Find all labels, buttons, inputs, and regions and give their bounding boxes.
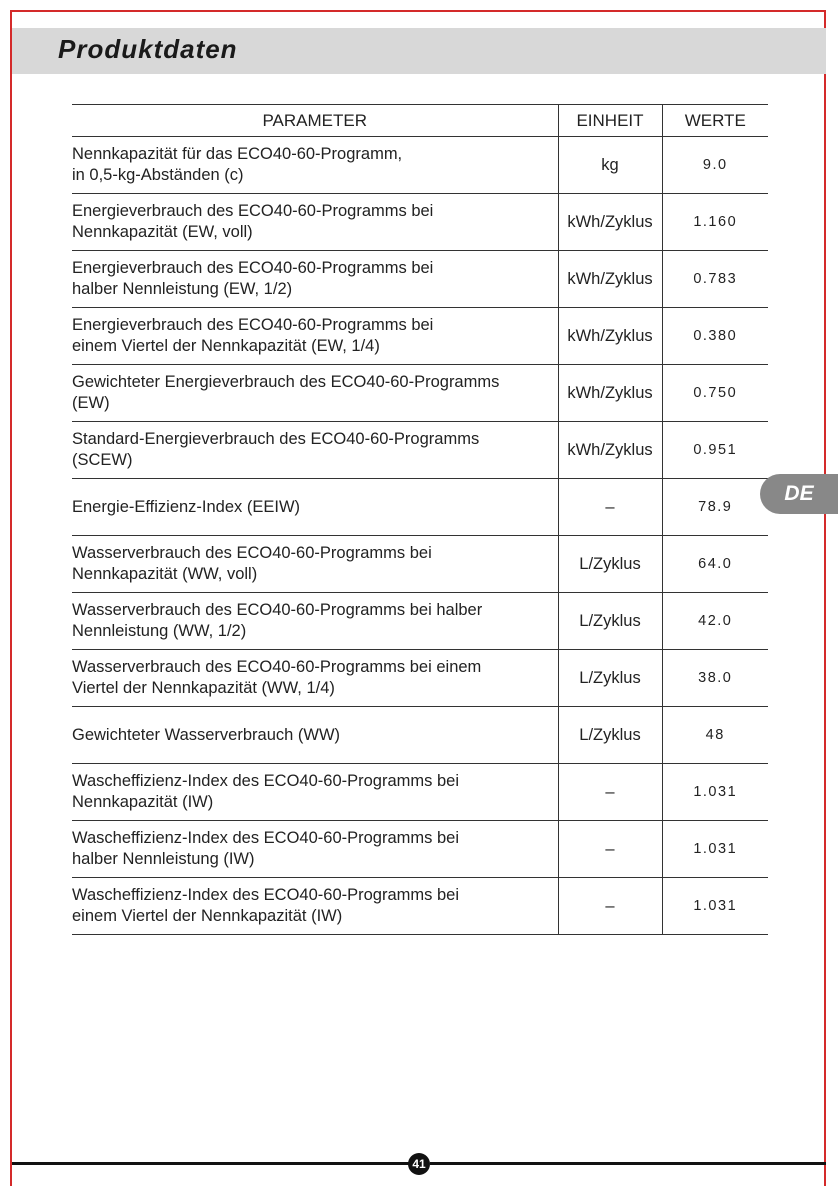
- unit-cell: kg: [558, 137, 662, 194]
- table-row: [72, 764, 768, 821]
- parameter-cell: Wascheffizienz-Index des ECO40-60-Programms bei halber Nennleistung (IW): [72, 821, 558, 878]
- table-row: [72, 650, 768, 707]
- unit-cell: kWh/Zyklus: [558, 308, 662, 365]
- table-row: [72, 821, 768, 878]
- table-body: [72, 137, 768, 935]
- parameter-cell: Energieverbrauch des ECO40-60-Programms bei halber Nennleistung (EW, 1/2): [72, 251, 558, 308]
- value-cell: 0.783: [662, 251, 768, 308]
- parameter-cell: Wasserverbrauch des ECO40-60-Programms bei Nennkapazität (WW, voll): [72, 536, 558, 593]
- unit-cell: L/Zyklus: [558, 593, 662, 650]
- parameter-cell: Wascheffizienz-Index des ECO40-60-Programms bei einem Viertel der Nennkapazität (IW): [72, 878, 558, 935]
- product-data-table: [72, 104, 768, 935]
- footer-rule-right: [430, 1162, 826, 1165]
- unit-cell: kWh/Zyklus: [558, 365, 662, 422]
- parameter-cell: Energieverbrauch des ECO40-60-Programms bei Nennkapazität (EW, voll): [72, 194, 558, 251]
- table-row: [72, 137, 768, 194]
- value-cell: 42.0: [662, 593, 768, 650]
- parameter-cell: Energieverbrauch des ECO40-60-Programms bei einem Viertel der Nennkapazität (EW, 1/4): [72, 308, 558, 365]
- table-row: [72, 479, 768, 536]
- value-cell: 64.0: [662, 536, 768, 593]
- table-row: [72, 422, 768, 479]
- unit-cell: L/Zyklus: [558, 707, 662, 764]
- unit-cell: kWh/Zyklus: [558, 251, 662, 308]
- unit-cell: L/Zyklus: [558, 536, 662, 593]
- unit-cell: –: [558, 764, 662, 821]
- table-row: [72, 194, 768, 251]
- parameter-cell: Nennkapazität für das ECO40-60-Programm, in 0,5-kg-Abständen (c): [72, 137, 558, 194]
- parameter-cell: Wasserverbrauch des ECO40-60-Programms bei einem Viertel der Nennkapazität (WW, 1/4): [72, 650, 558, 707]
- unit-cell: L/Zyklus: [558, 650, 662, 707]
- column-header-unit: EINHEIT: [558, 105, 662, 137]
- parameter-cell: Gewichteter Wasserverbrauch (WW): [72, 707, 558, 764]
- parameter-cell: Gewichteter Energieverbrauch des ECO40-60-Programms (EW): [72, 365, 558, 422]
- page-number: 41: [408, 1153, 430, 1175]
- unit-cell: kWh/Zyklus: [558, 422, 662, 479]
- value-cell: 78.9: [662, 479, 768, 536]
- value-cell: 38.0: [662, 650, 768, 707]
- unit-cell: –: [558, 479, 662, 536]
- table-row: [72, 536, 768, 593]
- value-cell: 1.031: [662, 764, 768, 821]
- value-cell: 9.0: [662, 137, 768, 194]
- column-header-value: WERTE: [662, 105, 768, 137]
- value-cell: 0.380: [662, 308, 768, 365]
- value-cell: 0.951: [662, 422, 768, 479]
- table-row: [72, 707, 768, 764]
- parameter-cell: Energie-Effizienz-Index (EEIW): [72, 479, 558, 536]
- language-tab: DE: [760, 474, 838, 514]
- unit-cell: –: [558, 821, 662, 878]
- parameter-cell: Wasserverbrauch des ECO40-60-Programms bei halber Nennleistung (WW, 1/2): [72, 593, 558, 650]
- parameter-cell: Wascheffizienz-Index des ECO40-60-Programms bei Nennkapazität (IW): [72, 764, 558, 821]
- table-header-row: [72, 105, 768, 137]
- unit-cell: kWh/Zyklus: [558, 194, 662, 251]
- value-cell: 48: [662, 707, 768, 764]
- value-cell: 1.160: [662, 194, 768, 251]
- page-title: Produktdaten: [58, 34, 238, 64]
- column-header-parameter: PARAMETER: [72, 105, 558, 137]
- table-row: [72, 365, 768, 422]
- table-row: [72, 878, 768, 935]
- parameter-cell: Standard-Energieverbrauch des ECO40-60-Programms (SCEW): [72, 422, 558, 479]
- value-cell: 1.031: [662, 821, 768, 878]
- table-row: [72, 593, 768, 650]
- table-row: [72, 251, 768, 308]
- value-cell: 0.750: [662, 365, 768, 422]
- footer-rule-left: [12, 1162, 410, 1165]
- table-row: [72, 308, 768, 365]
- unit-cell: –: [558, 878, 662, 935]
- value-cell: 1.031: [662, 878, 768, 935]
